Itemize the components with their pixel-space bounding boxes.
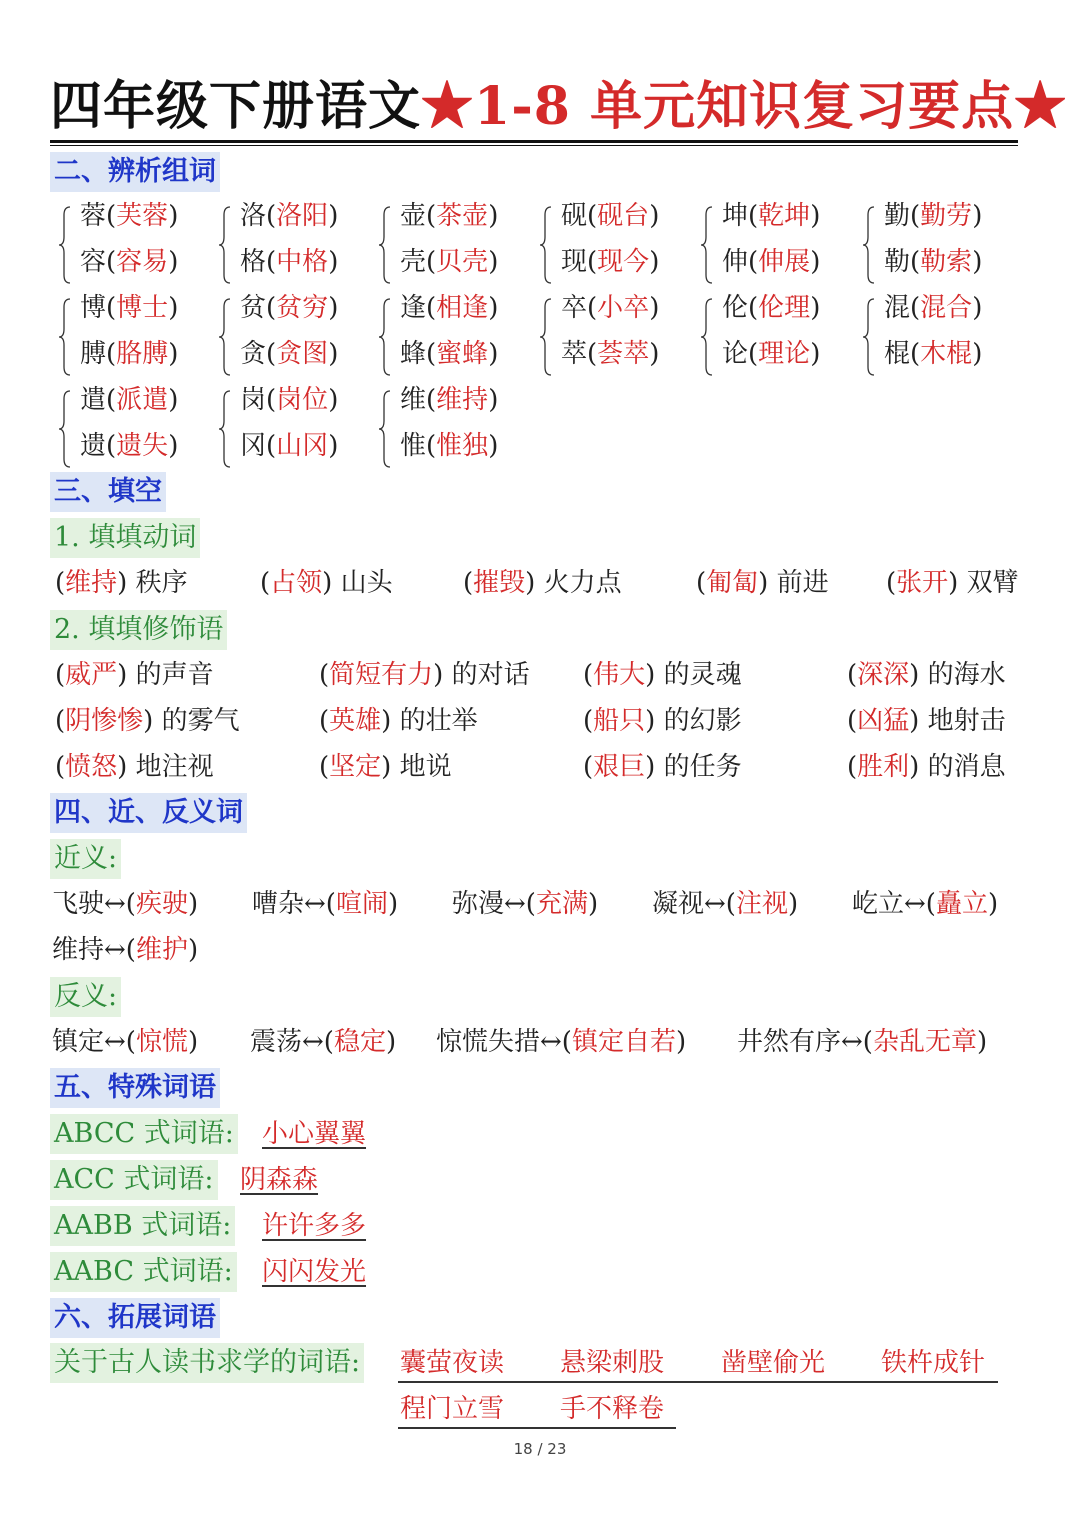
section-heading-special: 五、特殊词语 xyxy=(50,1068,220,1108)
pair-line: 棍(木棍) xyxy=(884,339,983,369)
word-pair xyxy=(700,199,850,291)
modifier-item: (伟大) 的灵魂 xyxy=(583,660,742,690)
pair-line: 壶(茶壶) xyxy=(400,201,499,231)
pair-char: 膊 xyxy=(80,339,107,369)
modifier-item: (船只) 的幻影 xyxy=(583,706,742,736)
section-heading-extend: 六、拓展词语 xyxy=(50,1298,220,1338)
answer-text: 勤劳 xyxy=(920,201,973,231)
title-rule-thin xyxy=(50,145,1018,146)
extend-word xyxy=(560,1392,664,1426)
answer-text: 理论 xyxy=(758,339,811,369)
answer-text: 维持 xyxy=(436,385,489,415)
brace-icon xyxy=(700,297,714,377)
pair-line: 壳(贝壳) xyxy=(400,247,499,277)
answer-text: 船只 xyxy=(593,706,646,736)
pair-char: 蓉 xyxy=(80,201,107,231)
answer-text: 简短有力 xyxy=(329,660,434,690)
answer-text: 荟萃 xyxy=(597,339,650,369)
answer-text: 程门立雪 xyxy=(400,1394,505,1424)
answer-text: 洛阳 xyxy=(276,201,329,231)
synonym-word: 嘈杂↔ xyxy=(252,889,326,919)
answer-text: 闪闪发光 xyxy=(262,1257,367,1287)
pair-char: 卒 xyxy=(561,293,588,323)
modifier-item: (坚定) 地说 xyxy=(319,752,452,782)
answer-text: 铁杵成针 xyxy=(881,1348,986,1378)
brace-icon xyxy=(218,205,232,285)
pair-line: 惟(惟独) xyxy=(400,431,499,461)
verb-item: (张开) 双臂 xyxy=(886,568,1019,598)
special-answer xyxy=(240,1163,318,1197)
answer-text: 充满 xyxy=(535,889,588,919)
antonym-item: 镇定↔(惊慌) xyxy=(52,1027,199,1057)
answer-text: 小卒 xyxy=(597,293,650,323)
word-pair xyxy=(378,383,528,475)
word-pair xyxy=(539,199,689,291)
antonym-word: 震荡↔ xyxy=(250,1027,324,1057)
pair-char: 壶 xyxy=(400,201,427,231)
pair-char: 勤 xyxy=(884,201,911,231)
answer-text: 镇定自若 xyxy=(571,1027,676,1057)
answer-text: 惊慌 xyxy=(135,1027,188,1057)
pair-line: 坤(乾坤) xyxy=(722,201,821,231)
answer-text: 威严 xyxy=(65,660,118,690)
answer-text: 伸展 xyxy=(758,247,811,277)
verb-item: (占领) 山头 xyxy=(260,568,393,598)
special-answer xyxy=(262,1117,366,1151)
pair-char: 遗 xyxy=(80,431,107,461)
pair-line: 贫(贫穷) xyxy=(240,293,339,323)
subheading-verbs: 1. 填填动词 xyxy=(50,518,200,558)
pair-char: 勒 xyxy=(884,247,911,277)
answer-text: 伦理 xyxy=(758,293,811,323)
pair-char: 萃 xyxy=(561,339,588,369)
antonym-word: 井然有序↔ xyxy=(737,1027,863,1057)
pair-char: 格 xyxy=(240,247,267,277)
pair-line: 伦(伦理) xyxy=(722,293,821,323)
special-label: ABCC 式词语: xyxy=(50,1114,238,1154)
word-pair xyxy=(218,199,368,291)
answer-text: 维持 xyxy=(65,568,118,598)
pair-line: 容(容易) xyxy=(80,247,179,277)
subheading-synonyms: 近义: xyxy=(50,839,121,879)
special-answer xyxy=(262,1209,366,1243)
pair-line: 萃(荟萃) xyxy=(561,339,660,369)
pair-line: 贪(贪图) xyxy=(240,339,339,369)
underline-rule xyxy=(398,1427,676,1429)
answer-text: 胳膊 xyxy=(116,339,169,369)
answer-text: 乾坤 xyxy=(758,201,811,231)
synonym-word: 凝视↔ xyxy=(652,889,726,919)
extend-word xyxy=(881,1346,985,1380)
word-pair xyxy=(218,383,368,475)
modifier-item: (凶猛) 地射击 xyxy=(847,706,1006,736)
pair-char: 砚 xyxy=(561,201,588,231)
brace-icon xyxy=(58,297,72,377)
pair-line: 洛(洛阳) xyxy=(240,201,339,231)
title-main: 四年级下册语文 xyxy=(50,76,422,137)
answer-text: 摧毁 xyxy=(473,568,526,598)
answer-text: 张开 xyxy=(896,568,949,598)
answer-text: 凿壁偷光 xyxy=(721,1348,826,1378)
answer-text: 遗失 xyxy=(116,431,169,461)
pair-line: 卒(小卒) xyxy=(561,293,660,323)
answer-text: 阴惨惨 xyxy=(65,706,144,736)
antonym-item: 惊慌失措↔(镇定自若) xyxy=(436,1027,687,1057)
answer-text: 维护 xyxy=(135,935,188,965)
pair-line: 格(中格) xyxy=(240,247,339,277)
answer-text: 派遣 xyxy=(116,385,169,415)
extend-word xyxy=(560,1346,664,1380)
pair-char: 蜂 xyxy=(400,339,427,369)
pair-line: 现(现今) xyxy=(561,247,660,277)
extend-word xyxy=(400,1346,504,1380)
pair-char: 洛 xyxy=(240,201,267,231)
pair-line: 砚(砚台) xyxy=(561,201,660,231)
pair-char: 伦 xyxy=(722,293,749,323)
brace-icon xyxy=(58,205,72,285)
synonym-word: 维持↔ xyxy=(52,935,126,965)
word-pair xyxy=(58,383,208,475)
word-pair xyxy=(862,199,1012,291)
word-pair xyxy=(58,199,208,291)
answer-text: 现今 xyxy=(597,247,650,277)
synonym-item: 嘈杂↔(喧闹) xyxy=(252,889,399,919)
pair-line: 蜂(蜜蜂) xyxy=(400,339,499,369)
answer-text: 深深 xyxy=(857,660,910,690)
pair-line: 蓉(芙蓉) xyxy=(80,201,179,231)
pair-line: 勒(勒索) xyxy=(884,247,983,277)
section-heading-fill: 三、填空 xyxy=(50,472,166,512)
word-pair xyxy=(700,291,850,383)
pair-char: 冈 xyxy=(240,431,267,461)
antonym-word: 惊慌失措↔ xyxy=(436,1027,562,1057)
brace-icon xyxy=(700,205,714,285)
answer-text: 中格 xyxy=(276,247,329,277)
pair-char: 壳 xyxy=(400,247,427,277)
modifier-item: (愤怒) 地注视 xyxy=(55,752,214,782)
special-label: AABC 式词语: xyxy=(50,1252,237,1292)
extend-label: 关于古人读书求学的词语: xyxy=(50,1343,364,1383)
verb-item: (匍匐) 前进 xyxy=(696,568,829,598)
antonym-item: 震荡↔(稳定) xyxy=(250,1027,397,1057)
extend-word xyxy=(400,1392,504,1426)
pair-line: 遗(遗失) xyxy=(80,431,179,461)
answer-text: 容易 xyxy=(116,247,169,277)
answer-text: 贪图 xyxy=(276,339,329,369)
brace-icon xyxy=(218,297,232,377)
page-title xyxy=(50,74,1068,140)
answer-text: 匍匐 xyxy=(706,568,759,598)
subheading-antonyms: 反义: xyxy=(50,977,121,1017)
pair-char: 论 xyxy=(722,339,749,369)
answer-text: 岗位 xyxy=(276,385,329,415)
answer-text: 砚台 xyxy=(597,201,650,231)
synonym-word: 飞驶↔ xyxy=(52,889,126,919)
answer-text: 手不释卷 xyxy=(560,1394,665,1424)
answer-text: 愤怒 xyxy=(65,752,118,782)
answer-text: 勒索 xyxy=(920,247,973,277)
special-label: ACC 式词语: xyxy=(50,1160,218,1200)
antonym-item: 井然有序↔(杂乱无章) xyxy=(737,1027,988,1057)
answer-text: 贫穷 xyxy=(276,293,329,323)
synonym-word: 屹立↔ xyxy=(852,889,926,919)
word-pair xyxy=(539,291,689,383)
modifier-item: (胜利) 的消息 xyxy=(847,752,1006,782)
verb-item: (维持) 秩序 xyxy=(55,568,188,598)
answer-text: 惟独 xyxy=(436,431,489,461)
answer-text: 混合 xyxy=(920,293,973,323)
answer-text: 蜜蜂 xyxy=(436,339,489,369)
synonym-item: 飞驶↔(疾驶) xyxy=(52,889,199,919)
word-pair xyxy=(378,199,528,291)
word-pair xyxy=(218,291,368,383)
answer-text: 阴森森 xyxy=(240,1165,319,1195)
answer-text: 矗立 xyxy=(935,889,988,919)
synonym-item: 屹立↔(矗立) xyxy=(852,889,999,919)
word-pair xyxy=(378,291,528,383)
pair-line: 伸(伸展) xyxy=(722,247,821,277)
synonym-word: 弥漫↔ xyxy=(452,889,526,919)
answer-text: 占领 xyxy=(270,568,323,598)
modifier-item: (威严) 的声音 xyxy=(55,660,214,690)
pair-char: 维 xyxy=(400,385,427,415)
pair-line: 冈(山冈) xyxy=(240,431,339,461)
answer-text: 许许多多 xyxy=(262,1211,367,1241)
modifier-item: (英雄) 的壮举 xyxy=(319,706,478,736)
pair-char: 现 xyxy=(561,247,588,277)
extend-word xyxy=(721,1346,825,1380)
answer-text: 疾驶 xyxy=(135,889,188,919)
word-pair xyxy=(862,291,1012,383)
verb-item: (摧毁) 火力点 xyxy=(463,568,622,598)
pair-line: 岗(岗位) xyxy=(240,385,339,415)
answer-text: 芙蓉 xyxy=(116,201,169,231)
title-highlight: ★1-8 单元知识复习要点★ xyxy=(421,76,1068,137)
brace-icon xyxy=(539,297,553,377)
antonym-word: 镇定↔ xyxy=(52,1027,126,1057)
brace-icon xyxy=(378,205,392,285)
subheading-modifiers: 2. 填填修饰语 xyxy=(50,610,227,650)
brace-icon xyxy=(378,389,392,469)
section-heading-syn-ant: 四、近、反义词 xyxy=(50,793,247,833)
pair-char: 惟 xyxy=(400,431,427,461)
pair-line: 论(理论) xyxy=(722,339,821,369)
brace-icon xyxy=(862,205,876,285)
section-heading-distinguish: 二、辨析组词 xyxy=(50,152,220,192)
pair-char: 伸 xyxy=(722,247,749,277)
answer-text: 悬梁刺股 xyxy=(560,1348,665,1378)
pair-char: 容 xyxy=(80,247,107,277)
answer-text: 山冈 xyxy=(276,431,329,461)
special-answer xyxy=(262,1255,366,1289)
pair-line: 维(维持) xyxy=(400,385,499,415)
pair-line: 勤(勤劳) xyxy=(884,201,983,231)
word-pair xyxy=(58,291,208,383)
pair-char: 逢 xyxy=(400,293,427,323)
pair-line: 博(博士) xyxy=(80,293,179,323)
answer-text: 伟大 xyxy=(593,660,646,690)
brace-icon xyxy=(58,389,72,469)
answer-text: 坚定 xyxy=(329,752,382,782)
answer-text: 艰巨 xyxy=(593,752,646,782)
pair-char: 棍 xyxy=(884,339,911,369)
modifier-item: (阴惨惨) 的雾气 xyxy=(55,706,240,736)
synonym-item: 维持↔(维护) xyxy=(52,935,199,965)
answer-text: 注视 xyxy=(735,889,788,919)
answer-text: 英雄 xyxy=(329,706,382,736)
pair-char: 混 xyxy=(884,293,911,323)
pair-char: 贫 xyxy=(240,293,267,323)
page-number: 18 / 23 xyxy=(513,1440,567,1458)
brace-icon xyxy=(378,297,392,377)
underline-rule xyxy=(398,1381,998,1383)
answer-text: 相逢 xyxy=(436,293,489,323)
modifier-item: (艰巨) 的任务 xyxy=(583,752,742,782)
modifier-item: (深深) 的海水 xyxy=(847,660,1006,690)
pair-char: 博 xyxy=(80,293,107,323)
answer-text: 稳定 xyxy=(333,1027,386,1057)
pair-line: 逢(相逢) xyxy=(400,293,499,323)
synonym-item: 凝视↔(注视) xyxy=(652,889,799,919)
special-label: AABB 式词语: xyxy=(50,1206,235,1246)
answer-text: 贝壳 xyxy=(436,247,489,277)
pair-line: 遣(派遣) xyxy=(80,385,179,415)
pair-line: 膊(胳膊) xyxy=(80,339,179,369)
pair-char: 遣 xyxy=(80,385,107,415)
brace-icon xyxy=(218,389,232,469)
brace-icon xyxy=(539,205,553,285)
pair-char: 贪 xyxy=(240,339,267,369)
answer-text: 喧闹 xyxy=(335,889,388,919)
brace-icon xyxy=(862,297,876,377)
answer-text: 凶猛 xyxy=(857,706,910,736)
pair-line: 混(混合) xyxy=(884,293,983,323)
answer-text: 小心翼翼 xyxy=(262,1119,367,1149)
answer-text: 囊萤夜读 xyxy=(400,1348,505,1378)
pair-char: 坤 xyxy=(722,201,749,231)
answer-text: 胜利 xyxy=(857,752,910,782)
answer-text: 茶壶 xyxy=(436,201,489,231)
pair-char: 岗 xyxy=(240,385,267,415)
answer-text: 杂乱无章 xyxy=(872,1027,977,1057)
synonym-item: 弥漫↔(充满) xyxy=(452,889,599,919)
answer-text: 博士 xyxy=(116,293,169,323)
title-rule xyxy=(50,140,1018,143)
modifier-item: (简短有力) 的对话 xyxy=(319,660,530,690)
answer-text: 木棍 xyxy=(920,339,973,369)
